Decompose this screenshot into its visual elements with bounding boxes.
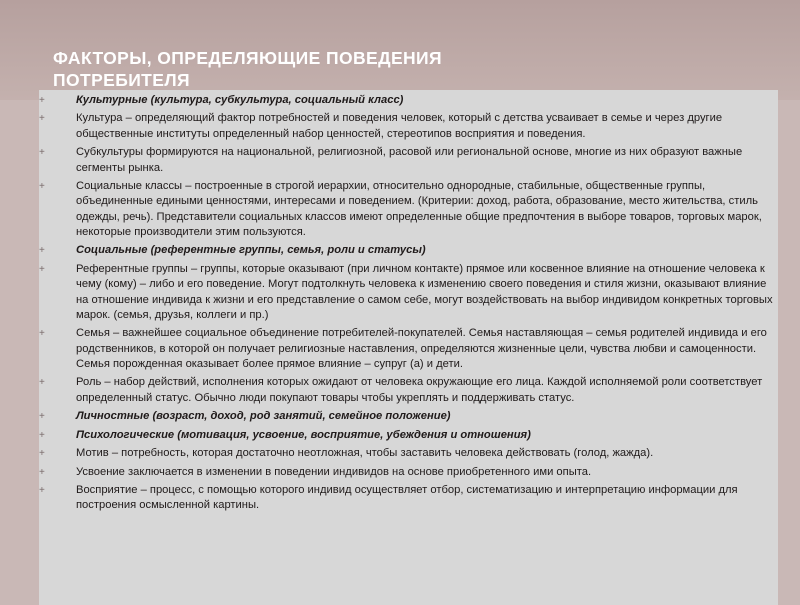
- list-item: [39, 375, 779, 406]
- list-item: [39, 145, 779, 176]
- list-item: [39, 111, 779, 142]
- list-item-text: Референтные группы – группы, которые оказывают (при личном контакте) прямое или косвенное влияние на отношение человека к чему (кому) – либо и его поведение. Могут подтолкнуть человека к изменению своего поведения и стиля жизни, оказывают влияние на отношение индивида к жизни и его представление о самом себе, могут воздействовать на выбор индивидом конкретных торговых марок. (семья, друзья, коллеги и пр.): [76, 262, 773, 321]
- bullet-plus-icon: +: [39, 485, 45, 497]
- list-item-text: Социальные классы – построенные в строгой иерархии, относительно однородные, стабильные, общественные группы, объединенные едиными ценностями, интересами и поведением. (Критерии: доход, работа, образование, место жительства, стиль одежды, речь). Представители социальных классов имеют определенные общие предпочтения в выборе товаров, торговых марок, некоторые производители этим пользуются.: [76, 180, 762, 238]
- list-item-text: Семья – важнейшее социальное объединение потребителей-покупателей. Семья наставляющая – семья родителей индивида и его родственников, в которой он получает религиозные наставления, определяются жизненные цели, чувства любви и самоценности. Семья порожденная оказывает более прямое влияние – супруг (а) и дети.: [76, 327, 767, 370]
- bullet-list: [39, 93, 779, 517]
- list-item-text: Усвоение заключается в изменении в поведении индивидов на основе приобретенного ими опыта.: [76, 465, 592, 478]
- bullet-plus-icon: +: [39, 328, 45, 340]
- slide-title: [53, 47, 753, 91]
- bullet-plus-icon: +: [39, 245, 45, 257]
- list-item: [39, 179, 779, 240]
- bullet-plus-icon: +: [39, 95, 45, 106]
- list-item-text: Мотив – потребность, которая достаточно неотложная, чтобы заставить человека действовать (голод, жажда).: [76, 447, 654, 460]
- list-item-text: Культура – определяющий фактор потребностей и поведения человек, который с детства усваивает в семье и через другие общественные институты определенный набор ценностей, стереотипов восприятия и поведения.: [76, 112, 723, 140]
- list-item: [39, 262, 779, 323]
- list-item-text: Субкультуры формируются на национальной, религиозной, расовой или региональной основе, многие из них образуют важные сегменты рынка.: [76, 146, 743, 174]
- list-item-text: Восприятие – процесс, с помощью которого индивид осуществляет отбор, систематизацию и интерпретацию информации для построения осмысленной картины.: [76, 484, 738, 512]
- bullet-plus-icon: +: [39, 377, 45, 389]
- list-item-text: Культурные (культура, субкультура, социальный класс): [76, 94, 404, 106]
- bullet-plus-icon: +: [39, 429, 45, 441]
- list-item: [39, 483, 779, 514]
- list-item: [39, 446, 779, 461]
- slide-title-line-2: ПОТРЕБИТЕЛЯ: [53, 70, 191, 90]
- bullet-plus-icon: +: [39, 411, 45, 423]
- list-item: [39, 465, 779, 480]
- list-item: [39, 326, 779, 372]
- list-item: [39, 428, 779, 443]
- list-item: [39, 409, 779, 424]
- list-item: [39, 93, 779, 108]
- list-item-text: Социальные (референтные группы, семья, роли и статусы): [76, 244, 426, 257]
- slide-title-line-1: ФАКТОРЫ, ОПРЕДЕЛЯЮЩИЕ ПОВЕДЕНИЯ: [53, 48, 443, 68]
- bullet-plus-icon: +: [39, 147, 45, 159]
- bullet-plus-icon: +: [39, 113, 45, 125]
- list-item: [39, 243, 779, 258]
- bullet-plus-icon: +: [39, 181, 45, 193]
- bullet-plus-icon: +: [39, 466, 45, 478]
- list-item-text: Психологические (мотивация, усвоение, восприятие, убеждения и отношения): [76, 428, 531, 441]
- list-item-text: Личностные (возраст, доход, род занятий, семейное положение): [76, 410, 451, 423]
- bullet-plus-icon: +: [39, 448, 45, 460]
- list-item-text: Роль – набор действий, исполнения которых ожидают от человека окружающие его лица. Каждой исполняемой роли соответствует определенный статус. Обычно люди покупают товары чтобы укреплять и поддерживать статус.: [76, 376, 763, 404]
- bullet-plus-icon: +: [39, 263, 45, 275]
